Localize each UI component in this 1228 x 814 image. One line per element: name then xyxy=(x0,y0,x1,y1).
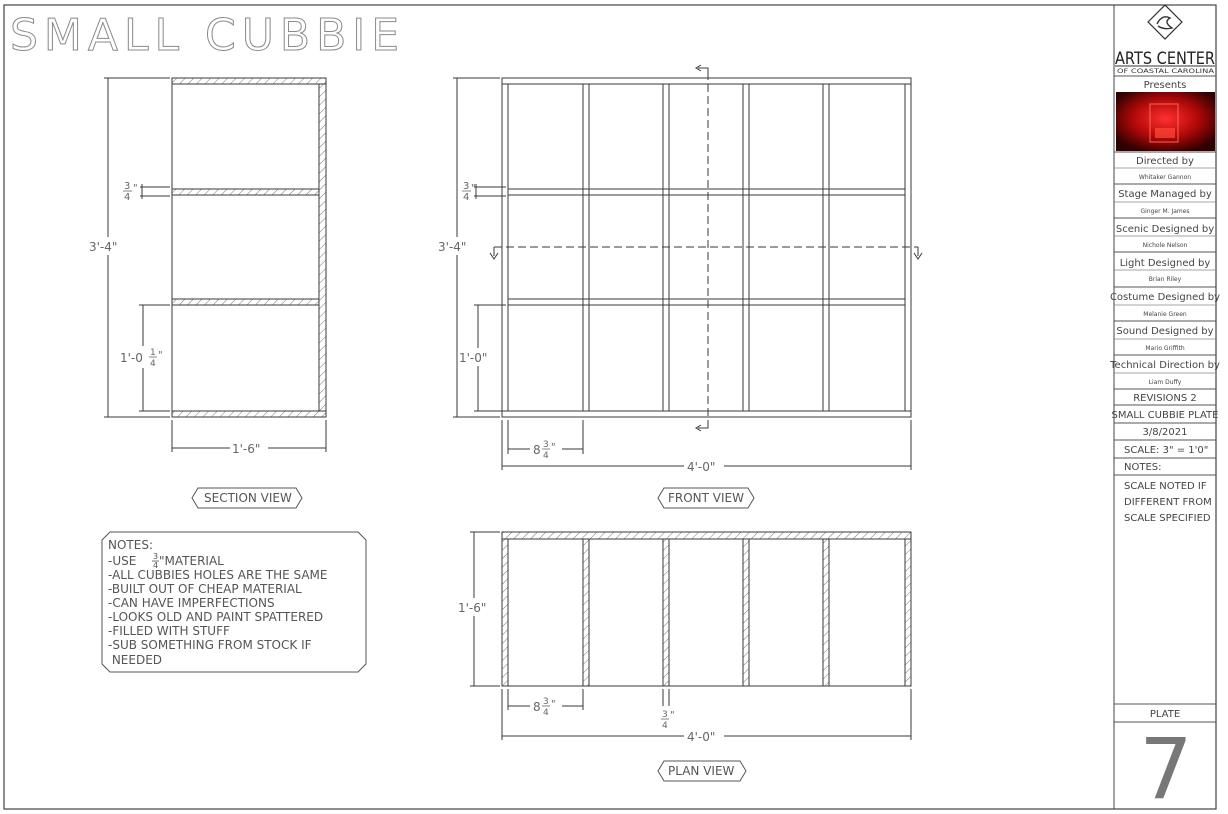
plan-outline xyxy=(502,532,911,686)
section-opening-den: 4 xyxy=(150,359,156,369)
section-outline xyxy=(172,78,326,417)
arts-center-logo xyxy=(1115,5,1215,75)
title-notes-line: SCALE SPECIFIED xyxy=(1124,513,1211,524)
plate-label: PLATE xyxy=(1149,709,1181,720)
plan-divider-den: 4 xyxy=(662,721,668,731)
notes-line1-post: "MATERIAL xyxy=(159,554,224,568)
plan-cell-width-num: 3 xyxy=(543,697,549,707)
notes-line1-num: 3 xyxy=(153,552,159,561)
credit-role: Scenic Designed by xyxy=(1115,224,1215,235)
front-cell-width-prefix: 8 xyxy=(533,443,541,457)
section-height-label: 3'-4" xyxy=(89,240,118,254)
plate-date: 3/8/2021 xyxy=(1142,427,1188,438)
section-top-board xyxy=(172,78,326,84)
front-shelf-thickness-unit: " xyxy=(471,183,476,194)
credit-role: Stage Managed by xyxy=(1118,189,1212,200)
title-block xyxy=(1109,5,1220,814)
plan-cell-width-unit: " xyxy=(551,699,556,710)
section-bottom-board xyxy=(172,411,326,417)
plan-divider-1 xyxy=(583,539,589,686)
section-shelf-thickness-den: 4 xyxy=(124,192,131,203)
front-width-label: 4'-0" xyxy=(687,460,716,474)
front-height-label: 3'-4" xyxy=(438,240,467,254)
notes-heading: NOTES: xyxy=(108,538,153,552)
section-opening-unit: " xyxy=(158,350,163,361)
notes-line1-pre: -USE xyxy=(108,554,137,568)
notes-line: -LOOKS OLD AND PAINT SPATTERED xyxy=(108,610,324,624)
plan-back-board xyxy=(502,532,911,539)
credit-name: Liam Duffy xyxy=(1148,379,1182,386)
front-view-label-box xyxy=(658,488,754,508)
credit-role: Costume Designed by xyxy=(1109,292,1221,303)
notes-line: -CAN HAVE IMPERFECTIONS xyxy=(108,596,275,610)
plan-depth-label: 1'-6" xyxy=(458,601,487,615)
section-shelf-lower xyxy=(172,299,319,305)
plan-divider-num: 3 xyxy=(662,710,668,720)
section-back-board xyxy=(319,84,326,411)
notes-box xyxy=(102,532,366,672)
front-view xyxy=(453,65,922,470)
plan-view-dims xyxy=(458,598,724,744)
credits xyxy=(1109,156,1220,389)
plan-cell-width-prefix: 8 xyxy=(533,700,541,714)
credit-name: Brian Riley xyxy=(1148,276,1182,283)
plan-cell-width-den: 4 xyxy=(543,708,549,718)
front-cell-width-den: 4 xyxy=(543,451,549,461)
plan-side-right xyxy=(905,539,911,686)
credit-role: Technical Direction by xyxy=(1110,360,1220,371)
notes-line: -SUB SOMETHING FROM STOCK IF xyxy=(108,638,312,652)
section-view xyxy=(104,78,326,452)
credit-name: Ginger M. James xyxy=(1140,208,1190,215)
plan-width-label: 4'-0" xyxy=(687,730,716,744)
notes-line: -FILLED WITH STUFF xyxy=(108,624,230,638)
section-opening-num: 1 xyxy=(150,348,156,358)
plan-divider-3 xyxy=(743,539,749,686)
title-notes-line: DIFFERENT FROM xyxy=(1124,497,1212,508)
credit-role: Directed by xyxy=(1136,156,1194,167)
plan-divider-2 xyxy=(663,539,669,686)
notes-line: -ALL CUBBIES HOLES ARE THE SAME xyxy=(108,568,328,582)
front-shelf-thickness-num: 3 xyxy=(463,181,470,192)
front-opening-label: 1'-0" xyxy=(459,351,488,365)
credit-name: Nichole Nelson xyxy=(1142,242,1188,249)
section-shelf-upper xyxy=(172,189,319,195)
front-view-dims xyxy=(438,181,724,474)
sheet-border xyxy=(4,5,1216,809)
front-view-label: FRONT VIEW xyxy=(668,491,745,505)
plan-view-label-box xyxy=(658,761,746,781)
plan-divider-4 xyxy=(823,539,829,686)
credit-name: Melanie Green xyxy=(1143,311,1187,318)
plate-number: 7 xyxy=(1139,720,1193,814)
notes-line1-den: 4 xyxy=(153,561,159,570)
title-notes-line: SCALE NOTED IF xyxy=(1124,481,1207,492)
org-sub: OF COASTAL CAROLINA xyxy=(1117,68,1216,75)
front-cell-width-unit: " xyxy=(551,442,556,453)
section-view-label: SECTION VIEW xyxy=(204,491,292,505)
show-poster-image xyxy=(1116,92,1215,151)
front-cell-width-num: 3 xyxy=(543,440,549,450)
section-shelf-thickness-num: 3 xyxy=(124,181,131,192)
presents-label: Presents xyxy=(1143,80,1187,91)
credit-role: Sound Designed by xyxy=(1116,326,1214,337)
drawing-title: SMALL CUBBIE xyxy=(10,10,406,61)
section-opening-prefix: 1'-0 xyxy=(120,351,143,365)
plate-title: SMALL CUBBIE PLATE xyxy=(1111,410,1219,421)
org-name: ARTS CENTER xyxy=(1115,49,1216,69)
section-view-label-box xyxy=(192,488,302,508)
plan-view-label: PLAN VIEW xyxy=(668,764,735,778)
credit-role: Light Designed by xyxy=(1119,258,1211,269)
plan-side-left xyxy=(502,539,508,686)
section-width-label: 1'-6" xyxy=(232,442,261,456)
notes-line: -BUILT OUT OF CHEAP MATERIAL xyxy=(108,582,302,596)
plan-divider-unit: " xyxy=(670,710,675,721)
title-notes-label: NOTES: xyxy=(1124,462,1162,473)
credit-name: Mario Griffith xyxy=(1145,345,1185,352)
credit-name: Whitaker Gannon xyxy=(1138,174,1192,181)
front-shelf-thickness-den: 4 xyxy=(463,192,470,203)
revisions: REVISIONS 2 xyxy=(1133,393,1197,404)
scale-label: SCALE: 3" = 1'0" xyxy=(1124,445,1209,456)
notes-line: NEEDED xyxy=(108,653,163,667)
section-shelf-thickness-unit: " xyxy=(133,183,138,194)
